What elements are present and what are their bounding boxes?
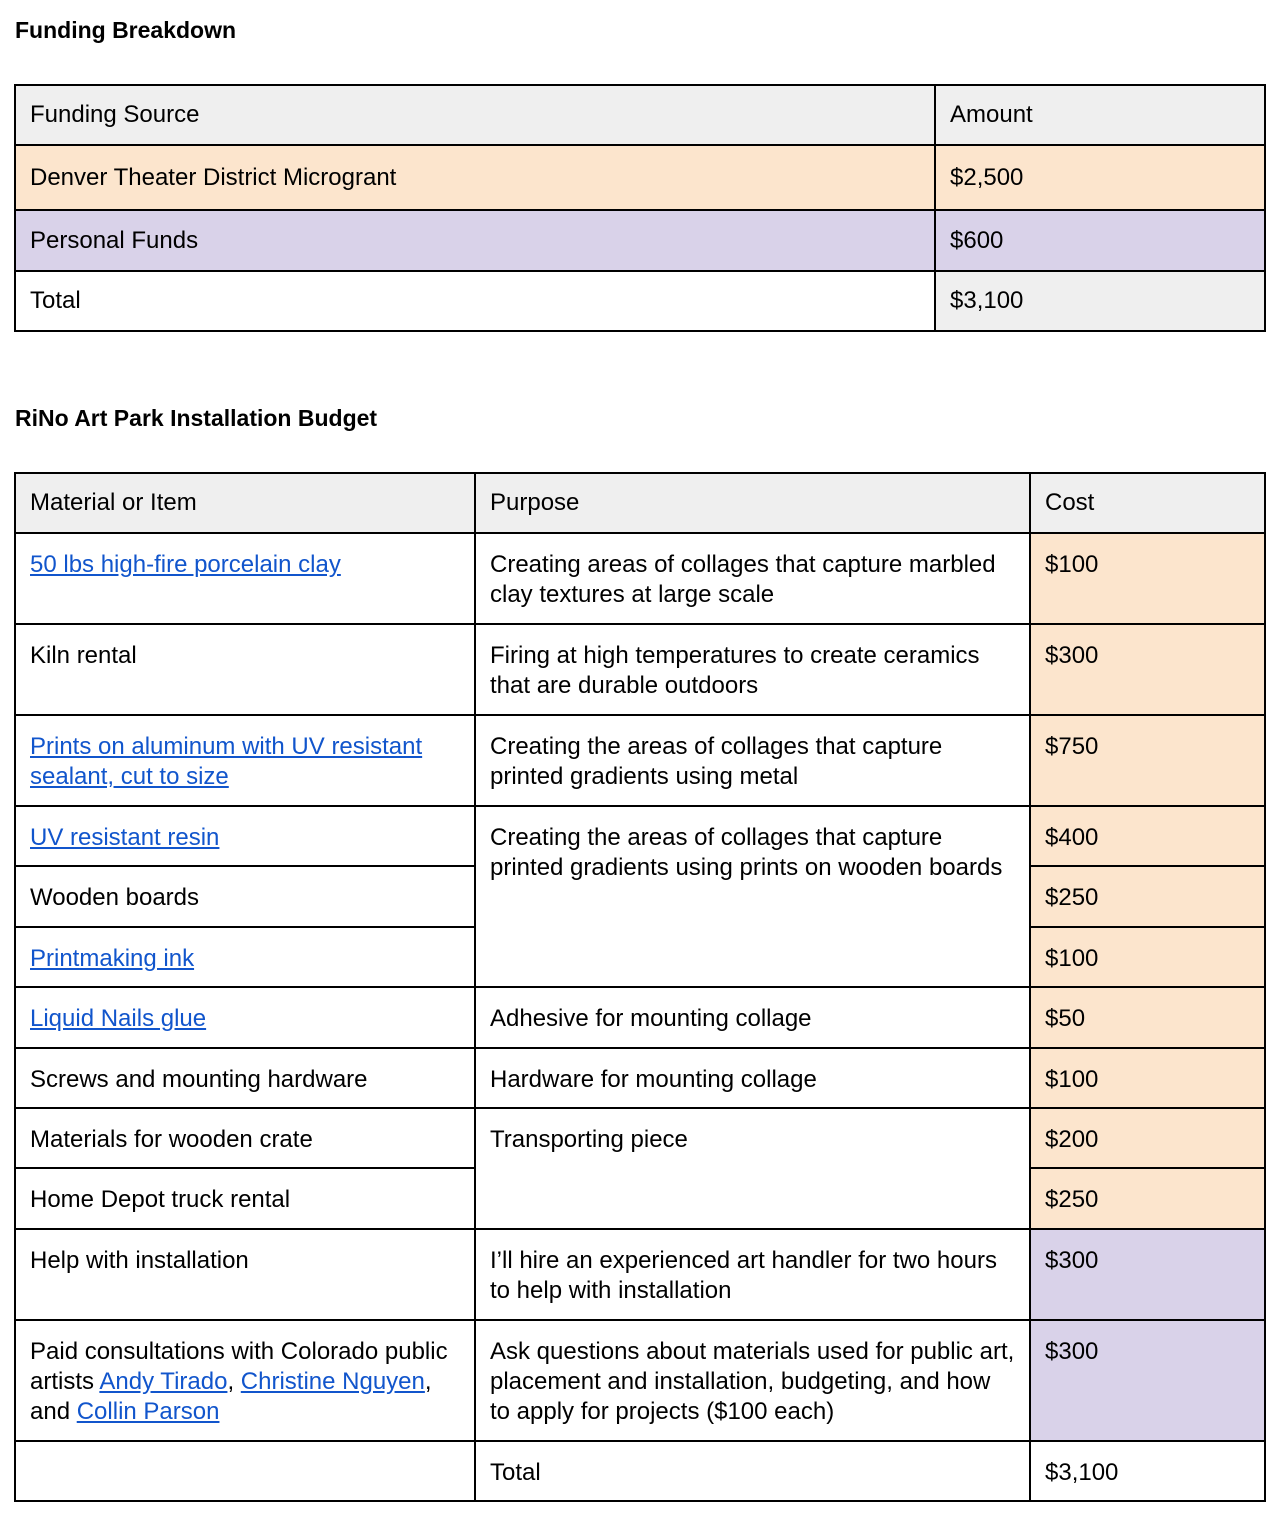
table-row — [15, 806, 1265, 866]
amount-cell: $600 — [935, 210, 1265, 271]
table-row — [15, 987, 1265, 1048]
purpose-cell: Creating the areas of collages that capture printed gradients using prints on wooden boards — [475, 806, 1030, 987]
purpose-cell: Creating the areas of collages that capture printed gradients using metal — [475, 715, 1030, 806]
cost-cell: $50 — [1030, 987, 1265, 1048]
consultations-text: Paid consultations with Colorado public artists — [30, 1338, 448, 1395]
purpose-cell: Creating areas of collages that capture marbled clay textures at large scale — [475, 533, 1030, 624]
item-cell — [15, 533, 475, 624]
funding-source-cell: Denver Theater District Microgrant — [15, 145, 935, 210]
item-cell: Materials for wooden crate — [15, 1108, 475, 1168]
item-cell — [15, 987, 475, 1048]
cost-cell: $250 — [1030, 1168, 1265, 1229]
table-row — [15, 533, 1265, 624]
funding-table — [14, 84, 1266, 332]
item-cell — [15, 1320, 475, 1441]
cost-cell: $100 — [1030, 927, 1265, 987]
table-row — [15, 210, 1265, 271]
purpose-cell: Ask questions about materials used for public art, placement and installation, budgeting, and how to apply for projects ($100 each) — [475, 1320, 1030, 1441]
budget-title: RiNo Art Park Installation Budget — [15, 405, 378, 431]
table-header-row — [15, 473, 1265, 533]
table-row — [15, 1048, 1265, 1108]
table-row — [15, 1108, 1265, 1168]
purpose-cell: Transporting piece — [475, 1108, 1030, 1229]
item-cell — [15, 927, 475, 987]
item-cell: Home Depot truck rental — [15, 1168, 475, 1229]
item-header: Material or Item — [15, 473, 475, 533]
item-cell: Kiln rental — [15, 624, 475, 715]
printmaking-ink-link[interactable]: Printmaking ink — [30, 945, 195, 972]
separator-text: , — [227, 1368, 241, 1395]
andy-tirado-link[interactable]: Andy Tirado — [99, 1368, 228, 1395]
budget-table — [14, 472, 1266, 1502]
budget-total-label: Total — [475, 1441, 1030, 1501]
total-row — [15, 1441, 1265, 1501]
cost-header: Cost — [1030, 473, 1265, 533]
table-row — [15, 1229, 1265, 1320]
funding-breakdown-title: Funding Breakdown — [15, 17, 237, 43]
purpose-cell: I’ll hire an experienced art handler for two hours to help with installation — [475, 1229, 1030, 1320]
table-header-row — [15, 85, 1265, 145]
purpose-cell: Firing at high temperatures to create ceramics that are durable outdoors — [475, 624, 1030, 715]
table-row — [15, 715, 1265, 806]
porcelain-clay-link[interactable]: 50 lbs high-fire porcelain clay — [30, 551, 341, 578]
purpose-cell: Hardware for mounting collage — [475, 1048, 1030, 1108]
uv-resin-link[interactable]: UV resistant resin — [30, 824, 220, 851]
aluminum-prints-link[interactable]: Prints on aluminum with UV resistant sealant, cut to size — [30, 733, 423, 790]
empty-cell — [15, 1441, 475, 1501]
funding-total-label: Total — [15, 271, 935, 331]
cost-cell: $300 — [1030, 1320, 1265, 1441]
cost-cell: $300 — [1030, 624, 1265, 715]
funding-source-header: Funding Source — [15, 85, 935, 145]
cost-cell: $300 — [1030, 1229, 1265, 1320]
item-cell: Help with installation — [15, 1229, 475, 1320]
cost-cell: $100 — [1030, 1048, 1265, 1108]
christine-nguyen-link[interactable]: Christine Nguyen — [240, 1368, 425, 1395]
budget-total-cost: $3,100 — [1030, 1441, 1265, 1501]
item-cell — [15, 806, 475, 866]
amount-cell: $2,500 — [935, 145, 1265, 210]
item-cell: Wooden boards — [15, 866, 475, 927]
funding-source-cell: Personal Funds — [15, 210, 935, 271]
table-row — [15, 1320, 1265, 1441]
cost-cell: $750 — [1030, 715, 1265, 806]
cost-cell: $200 — [1030, 1108, 1265, 1168]
cost-cell: $250 — [1030, 866, 1265, 927]
liquid-nails-link[interactable]: Liquid Nails glue — [30, 1005, 207, 1032]
collin-parson-link[interactable]: Collin Parson — [76, 1398, 220, 1425]
cost-cell: $100 — [1030, 533, 1265, 624]
item-cell: Screws and mounting hardware — [15, 1048, 475, 1108]
purpose-cell: Adhesive for mounting collage — [475, 987, 1030, 1048]
purpose-header: Purpose — [475, 473, 1030, 533]
total-row — [15, 271, 1265, 331]
funding-total-amount: $3,100 — [935, 271, 1265, 331]
cost-cell: $400 — [1030, 806, 1265, 866]
amount-header: Amount — [935, 85, 1265, 145]
table-row — [15, 624, 1265, 715]
item-cell — [15, 715, 475, 806]
table-row — [15, 145, 1265, 210]
separator-text: , and — [30, 1368, 432, 1425]
